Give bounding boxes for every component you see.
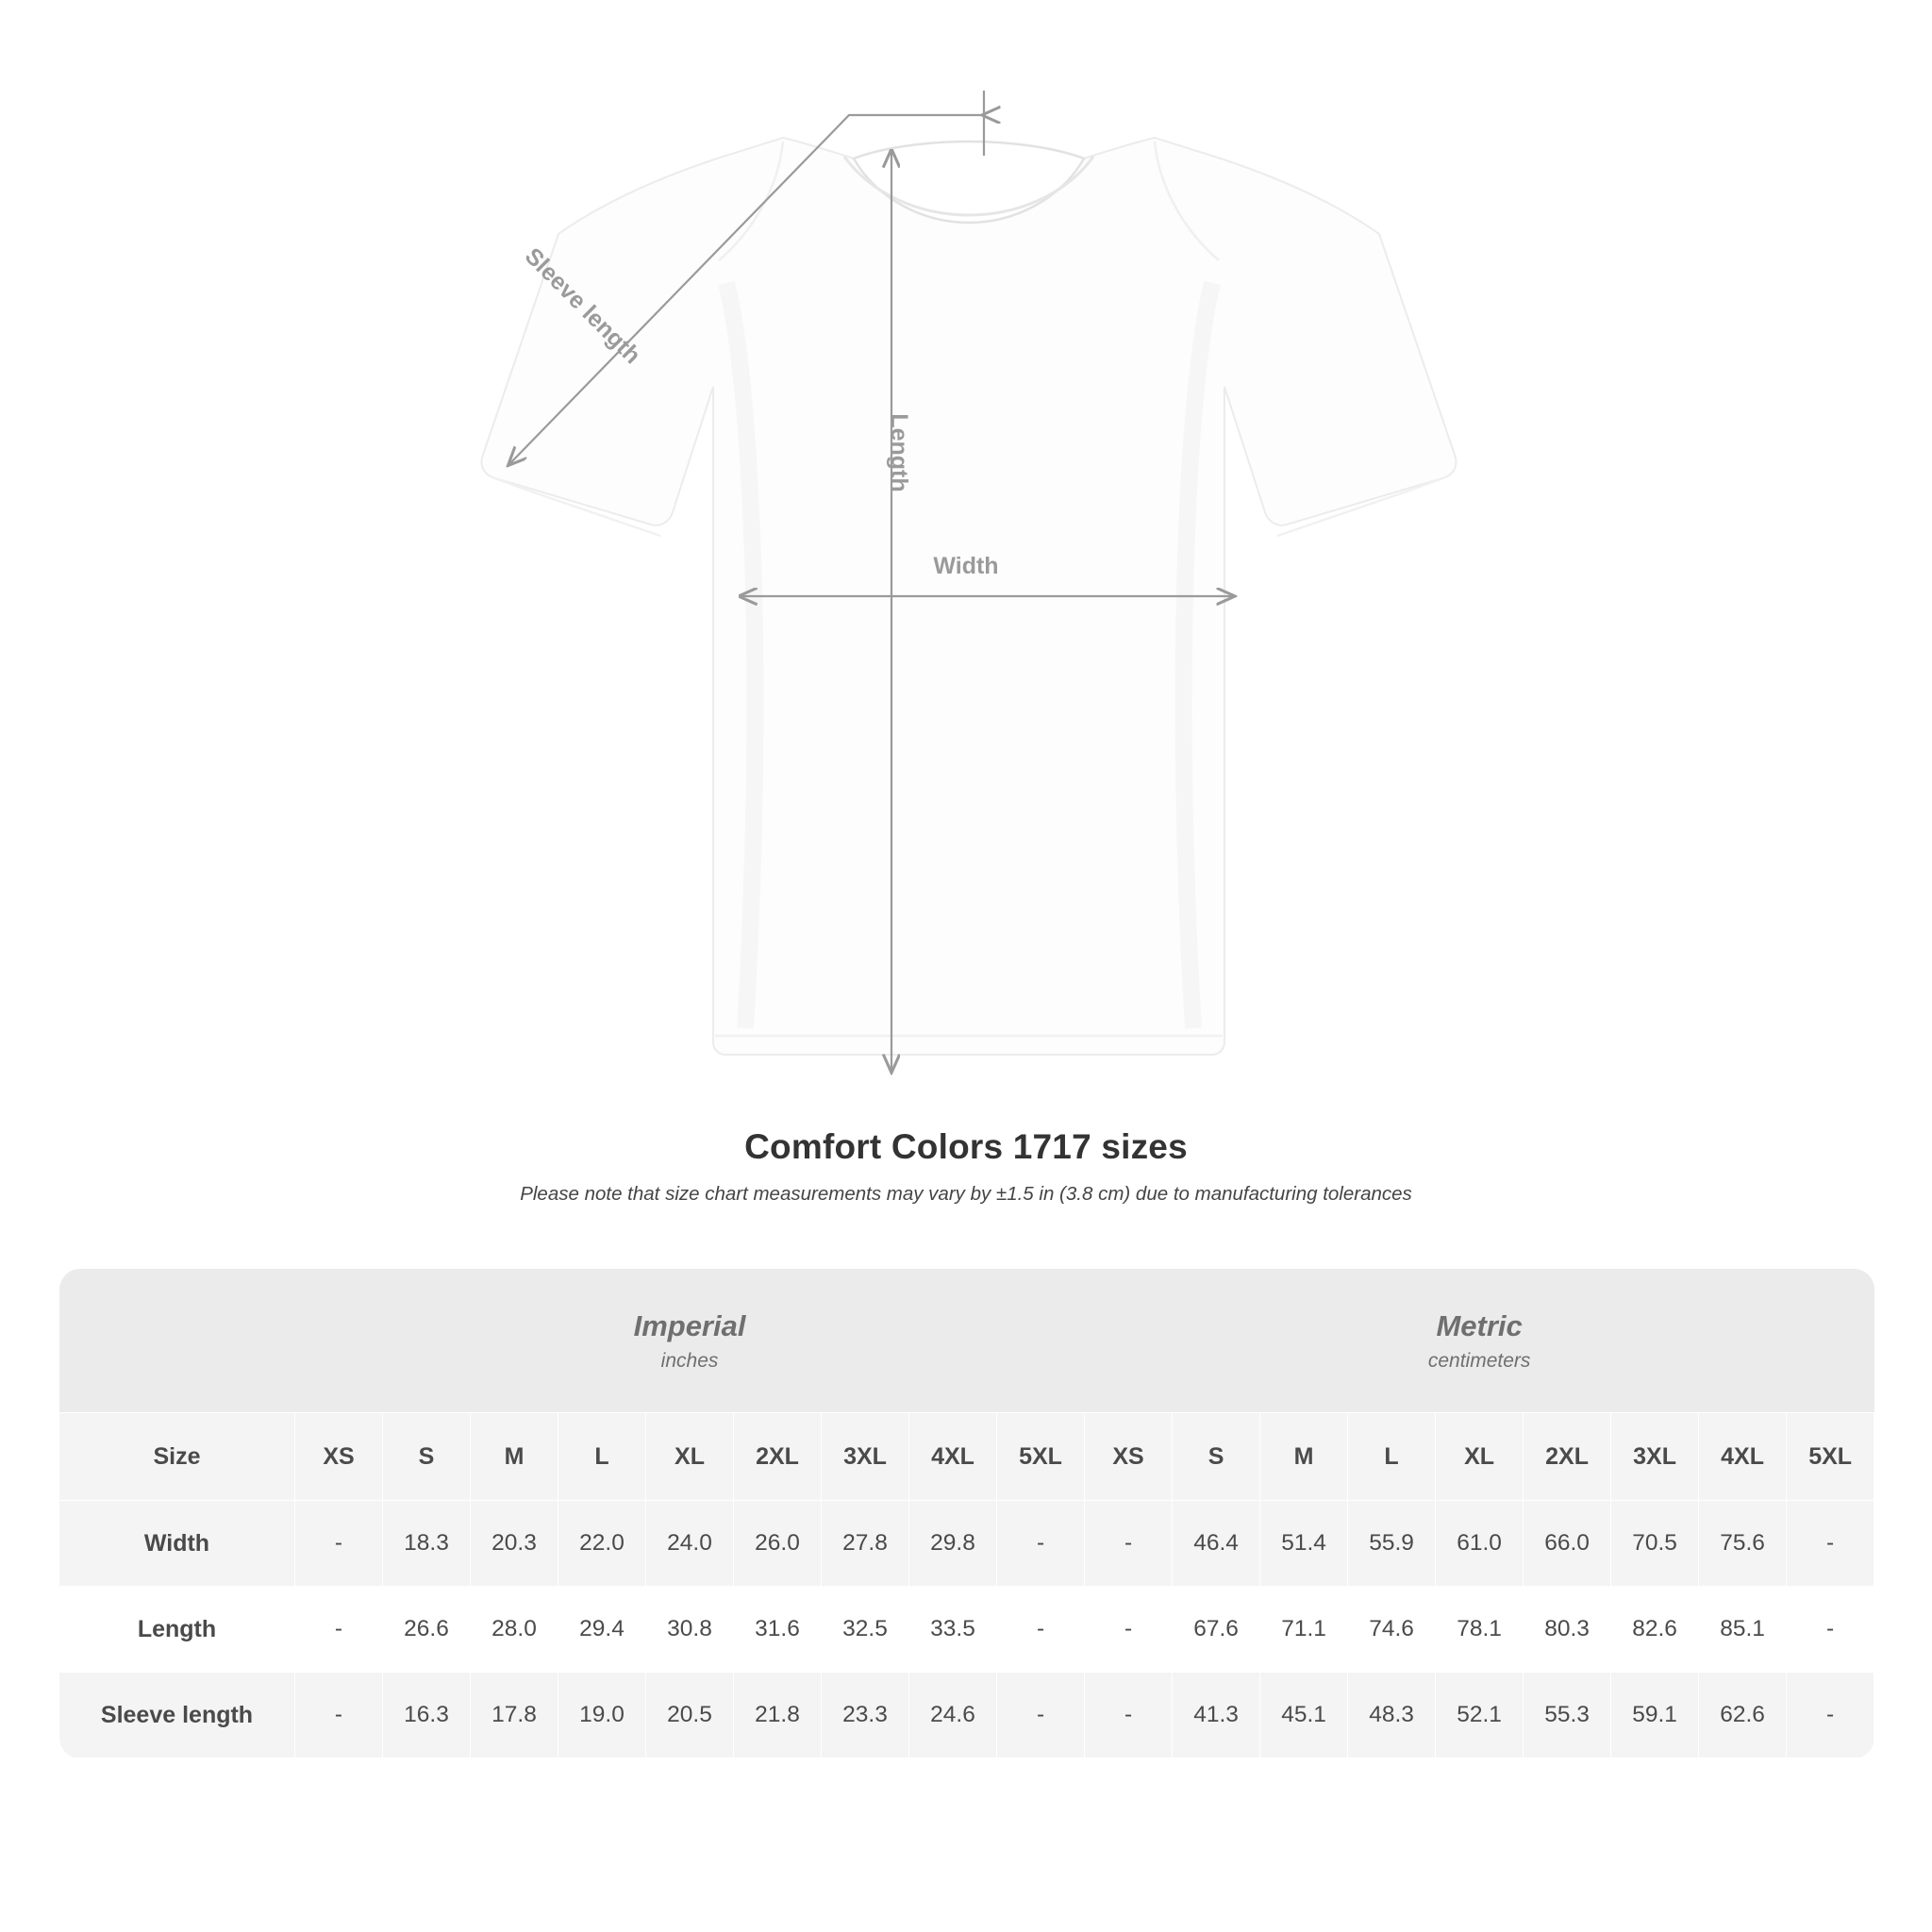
- size-header-imperial-s: S: [383, 1413, 471, 1501]
- row-label-width: Width: [59, 1501, 295, 1587]
- size-header-imperial-m: M: [471, 1413, 558, 1501]
- cell-sleeve-metric-xs: -: [1085, 1673, 1173, 1758]
- cell-length-imperial-4xl: 33.5: [909, 1587, 997, 1673]
- size-header-label: Size: [59, 1413, 295, 1501]
- cell-length-imperial-3xl: 32.5: [822, 1587, 909, 1673]
- cell-sleeve-metric-4xl: 62.6: [1699, 1673, 1787, 1758]
- size-header-metric-4xl: 4XL: [1699, 1413, 1787, 1501]
- cell-sleeve-metric-l: 48.3: [1348, 1673, 1436, 1758]
- cell-width-imperial-5xl: -: [997, 1501, 1085, 1587]
- cell-length-metric-3xl: 82.6: [1611, 1587, 1699, 1673]
- cell-width-imperial-3xl: 27.8: [822, 1501, 909, 1587]
- cell-width-imperial-m: 20.3: [471, 1501, 558, 1587]
- cell-length-metric-5xl: -: [1787, 1587, 1874, 1673]
- page-title: Comfort Colors 1717 sizes: [744, 1127, 1188, 1166]
- cell-sleeve-metric-xl: 52.1: [1436, 1673, 1524, 1758]
- cell-width-imperial-4xl: 29.8: [909, 1501, 997, 1587]
- cell-sleeve-metric-m: 45.1: [1260, 1673, 1348, 1758]
- row-label-sleeve-length: Sleeve length: [59, 1673, 295, 1758]
- size-header-metric-s: S: [1173, 1413, 1260, 1501]
- cell-length-imperial-xl: 30.8: [646, 1587, 734, 1673]
- cell-width-imperial-l: 22.0: [558, 1501, 646, 1587]
- cell-length-metric-xl: 78.1: [1436, 1587, 1524, 1673]
- size-header-metric-l: L: [1348, 1413, 1436, 1501]
- row-label-length: Length: [59, 1587, 295, 1673]
- cell-width-metric-xl: 61.0: [1436, 1501, 1524, 1587]
- unit-system-metric: Metric: [1436, 1309, 1523, 1343]
- cell-sleeve-imperial-2xl: 21.8: [734, 1673, 822, 1758]
- size-header-metric-xl: XL: [1436, 1413, 1524, 1501]
- size-header-imperial-3xl: 3XL: [822, 1413, 909, 1501]
- cell-sleeve-metric-2xl: 55.3: [1524, 1673, 1611, 1758]
- unit-header-metric: [1085, 1269, 1874, 1413]
- size-header-imperial-l: L: [558, 1413, 646, 1501]
- cell-length-metric-l: 74.6: [1348, 1587, 1436, 1673]
- cell-width-metric-m: 51.4: [1260, 1501, 1348, 1587]
- cell-length-metric-s: 67.6: [1173, 1587, 1260, 1673]
- size-header-metric-xs: XS: [1085, 1413, 1173, 1501]
- size-header-metric-5xl: 5XL: [1787, 1413, 1874, 1501]
- size-header-metric-m: M: [1260, 1413, 1348, 1501]
- cell-sleeve-imperial-3xl: 23.3: [822, 1673, 909, 1758]
- sleeve-length-label: Sleeve length: [519, 242, 646, 370]
- cell-length-metric-2xl: 80.3: [1524, 1587, 1611, 1673]
- unit-system-imperial: Imperial: [633, 1309, 746, 1343]
- size-header-imperial-xs: XS: [295, 1413, 383, 1501]
- cell-sleeve-metric-5xl: -: [1787, 1673, 1874, 1758]
- cell-length-imperial-m: 28.0: [471, 1587, 558, 1673]
- size-header-imperial-2xl: 2XL: [734, 1413, 822, 1501]
- cell-width-metric-4xl: 75.6: [1699, 1501, 1787, 1587]
- cell-length-metric-xs: -: [1085, 1587, 1173, 1673]
- title-block: [0, 1127, 1932, 1206]
- unit-header-imperial: [295, 1269, 1085, 1413]
- cell-width-metric-xs: -: [1085, 1501, 1173, 1587]
- cell-width-metric-5xl: -: [1787, 1501, 1874, 1587]
- cell-length-imperial-2xl: 31.6: [734, 1587, 822, 1673]
- unit-sub-imperial: inches: [660, 1349, 719, 1372]
- cell-sleeve-imperial-xs: -: [295, 1673, 383, 1758]
- cell-width-imperial-s: 18.3: [383, 1501, 471, 1587]
- cell-length-imperial-5xl: -: [997, 1587, 1085, 1673]
- size-header-imperial-4xl: 4XL: [909, 1413, 997, 1501]
- cell-sleeve-imperial-m: 17.8: [471, 1673, 558, 1758]
- measurement-note: Please note that size chart measurements may vary by ±1.5 in (3.8 cm) due to manufacturing tolerances: [520, 1183, 1412, 1205]
- cell-sleeve-metric-3xl: 59.1: [1611, 1673, 1699, 1758]
- cell-sleeve-imperial-l: 19.0: [558, 1673, 646, 1758]
- cell-length-metric-m: 71.1: [1260, 1587, 1348, 1673]
- cell-sleeve-metric-s: 41.3: [1173, 1673, 1260, 1758]
- table-row: [59, 1673, 1874, 1758]
- cell-sleeve-imperial-s: 16.3: [383, 1673, 471, 1758]
- size-header-imperial-5xl: 5XL: [997, 1413, 1085, 1501]
- size-header-metric-3xl: 3XL: [1611, 1413, 1699, 1501]
- cell-width-metric-s: 46.4: [1173, 1501, 1260, 1587]
- cell-width-imperial-xs: -: [295, 1501, 383, 1587]
- cell-width-imperial-2xl: 26.0: [734, 1501, 822, 1587]
- length-label: Length: [886, 413, 912, 492]
- cell-width-imperial-xl: 24.0: [646, 1501, 734, 1587]
- unit-header-row: [59, 1269, 1874, 1413]
- width-label: Width: [933, 553, 999, 579]
- cell-sleeve-imperial-5xl: -: [997, 1673, 1085, 1758]
- unit-sub-metric: centimeters: [1427, 1349, 1531, 1372]
- size-header-metric-2xl: 2XL: [1524, 1413, 1611, 1501]
- cell-sleeve-imperial-xl: 20.5: [646, 1673, 734, 1758]
- cell-length-imperial-l: 29.4: [558, 1587, 646, 1673]
- cell-length-imperial-xs: -: [295, 1587, 383, 1673]
- unit-header-spacer: [59, 1269, 295, 1413]
- cell-length-imperial-s: 26.6: [383, 1587, 471, 1673]
- table-row: [59, 1501, 1874, 1587]
- size-table-wrapper: [58, 1269, 1874, 1758]
- size-header-imperial-xl: XL: [646, 1413, 734, 1501]
- cell-width-metric-3xl: 70.5: [1611, 1501, 1699, 1587]
- cell-length-metric-4xl: 85.1: [1699, 1587, 1787, 1673]
- cell-width-metric-l: 55.9: [1348, 1501, 1436, 1587]
- size-header-row: [59, 1413, 1874, 1501]
- cell-width-metric-2xl: 66.0: [1524, 1501, 1611, 1587]
- size-table: [58, 1269, 1874, 1758]
- cell-sleeve-imperial-4xl: 24.6: [909, 1673, 997, 1758]
- table-row: [59, 1587, 1874, 1673]
